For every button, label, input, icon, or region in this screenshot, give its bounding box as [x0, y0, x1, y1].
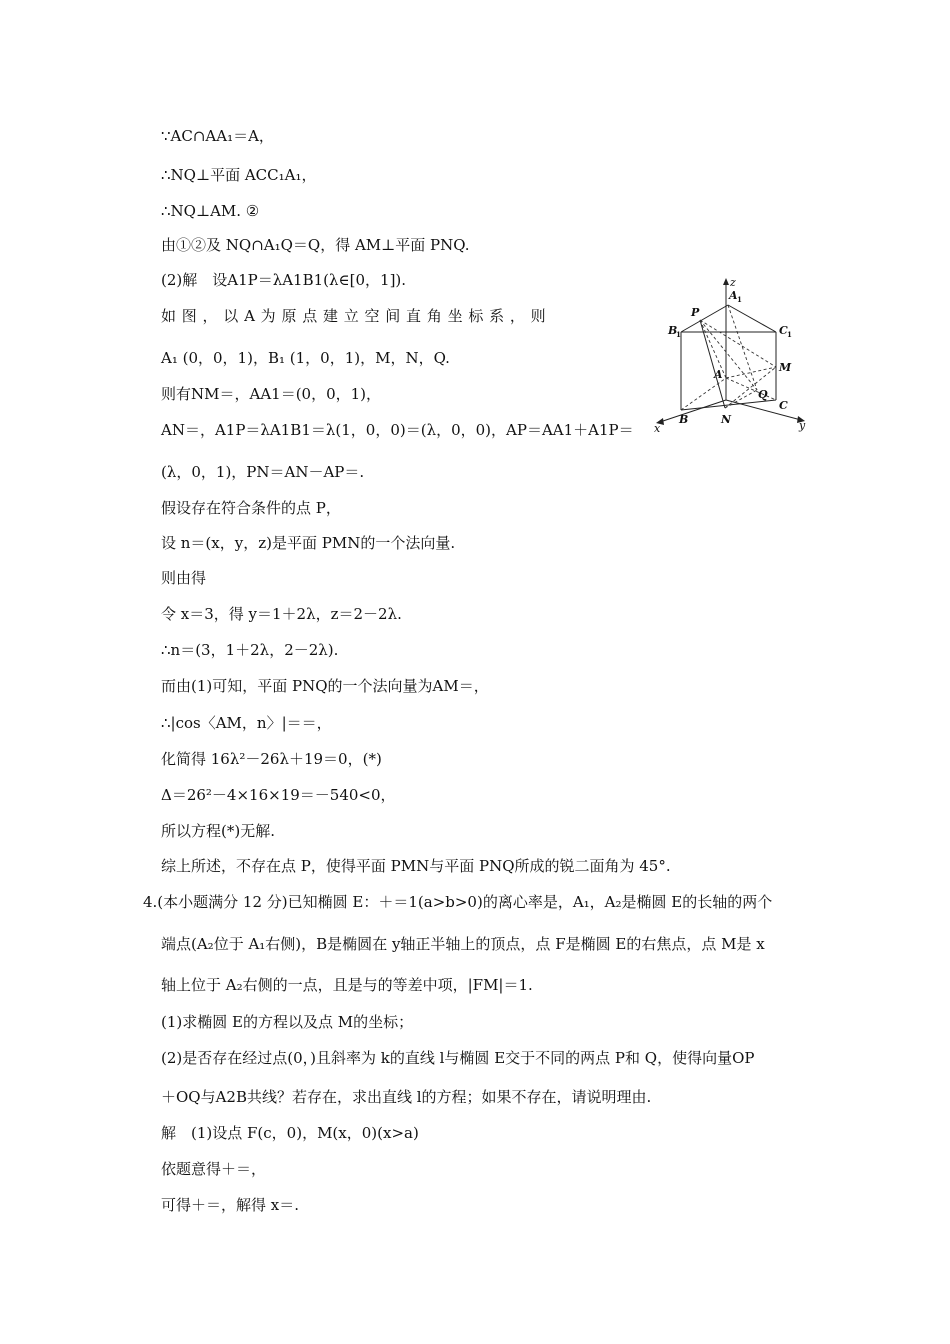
text-line: 轴上位于 A₂右侧的一点，且是与的等差中项，|FM|＝1. [161, 976, 533, 994]
label-b: B [679, 413, 689, 426]
text-line: AN＝，A1P＝λA1B1＝λ(1，0，0)＝(λ，0，0)，AP＝AA1＋A1P＝ [161, 421, 634, 439]
edge-a1-c1 [728, 305, 776, 332]
text-line: 由①②及 NQ∩A₁Q＝Q，得 AM⊥平面 PNQ. [161, 236, 470, 254]
text-line: 而由(1)可知，平面 PNQ的一个法向量为AM＝， [161, 677, 489, 695]
text-line: ∴NQ⊥AM. ② [161, 202, 260, 220]
label-x: x [654, 422, 661, 435]
text-line: (λ，0，1)，PN＝AN－AP＝. [161, 463, 365, 481]
label-y: y [799, 419, 806, 432]
z-arrow-icon [723, 278, 729, 285]
text-line: 端点(A₂位于 A₁右侧)，B是椭圆在 y轴正半轴上的顶点，点 F是椭圆 E的右焦点，点 M是 x [161, 935, 765, 953]
text-line: 则由得 [161, 569, 207, 587]
prism-diagram [648, 272, 818, 437]
text-line: 化简得 16λ²－26λ＋19＝0，(*) [161, 750, 382, 768]
text-line: A₁ (0，0，1)，B₁ (1，0，1)，M，N，Q. [161, 349, 450, 367]
label-a1-sub: 1 [737, 295, 742, 304]
label-c1: C [779, 324, 788, 337]
text-line: 设 n＝(x，y，z)是平面 PMN的一个法向量. [161, 534, 456, 552]
hidden-edge-a-c [726, 378, 776, 400]
label-z: z [730, 276, 736, 289]
text-line: (1)求椭圆 E的方程以及点 M的坐标； [161, 1013, 414, 1031]
label-p: P [691, 306, 700, 319]
text-line: ∴n＝(3，1＋2λ，2－2λ). [161, 641, 339, 659]
text-line: ∴NQ⊥平面 ACC₁A₁， [161, 166, 317, 184]
text-line: Δ＝26²－4×16×19＝－540<0， [161, 786, 396, 804]
label-b1-sub: 1 [676, 330, 681, 339]
text-line: 依题意得＋＝， [161, 1160, 267, 1178]
label-a1: A [729, 289, 738, 302]
edge-b1-a1 [681, 305, 728, 332]
label-c: C [779, 399, 788, 412]
text-line: 4.(本小题满分 12 分)已知椭圆 E：＋＝1(a>b>0)的离心率是，A₁，A₂是椭圆 E的长轴的两个 [143, 893, 773, 911]
hidden-edge-b-a [681, 378, 726, 410]
text-line: ∴|cos〈AM，n〉|＝＝， [161, 714, 332, 732]
segment-n-q [725, 390, 757, 408]
label-b1: B [668, 324, 678, 337]
y-axis [726, 400, 801, 420]
text-line: (2)是否存在经过点(0，)且斜率为 k的直线 l与椭圆 E交于不同的两点 P和 Q，使得向量OP [161, 1049, 755, 1067]
text-line: 可得＋＝，解得 x＝. [161, 1196, 299, 1214]
text-line: ∵AC∩AA₁＝A， [161, 127, 274, 145]
segment-a1-q [728, 305, 757, 390]
label-n: N [721, 413, 732, 426]
label-c1-sub: 1 [787, 330, 792, 339]
text-line: 假设存在符合条件的点 P， [161, 499, 341, 517]
text-line: 令 x＝3，得 y＝1＋2λ，z＝2－2λ. [161, 605, 402, 623]
segment-p-n [700, 320, 725, 408]
text-line: 所以方程(*)无解. [161, 822, 275, 840]
text-line: 解 (1)设点 F(c，0)，M(x，0)(x>a) [161, 1124, 419, 1142]
label-q: Q [758, 388, 768, 401]
text-line: (2)解 设A1P＝λA1B1(λ∈[0，1]). [161, 271, 407, 289]
label-a: A [714, 368, 723, 381]
label-m: M [779, 361, 792, 374]
text-line: ＋OQ与A2B共线？若存在，求出直线 l的方程；如果不存在，请说明理由. [161, 1088, 652, 1106]
x-axis [660, 400, 726, 422]
text-line: 综上所述，不存在点 P，使得平面 PMN与平面 PNQ所成的锐二面角为 45°. [161, 857, 671, 875]
prism-figure [648, 272, 818, 437]
text-line: 则有NM＝，AA1＝(0，0，1)， [161, 385, 382, 403]
edge-b-c [681, 400, 776, 410]
text-line: 如 图 ， 以 A 为 原 点 建 立 空 间 直 角 坐 标 系 ， 则 [161, 307, 547, 325]
